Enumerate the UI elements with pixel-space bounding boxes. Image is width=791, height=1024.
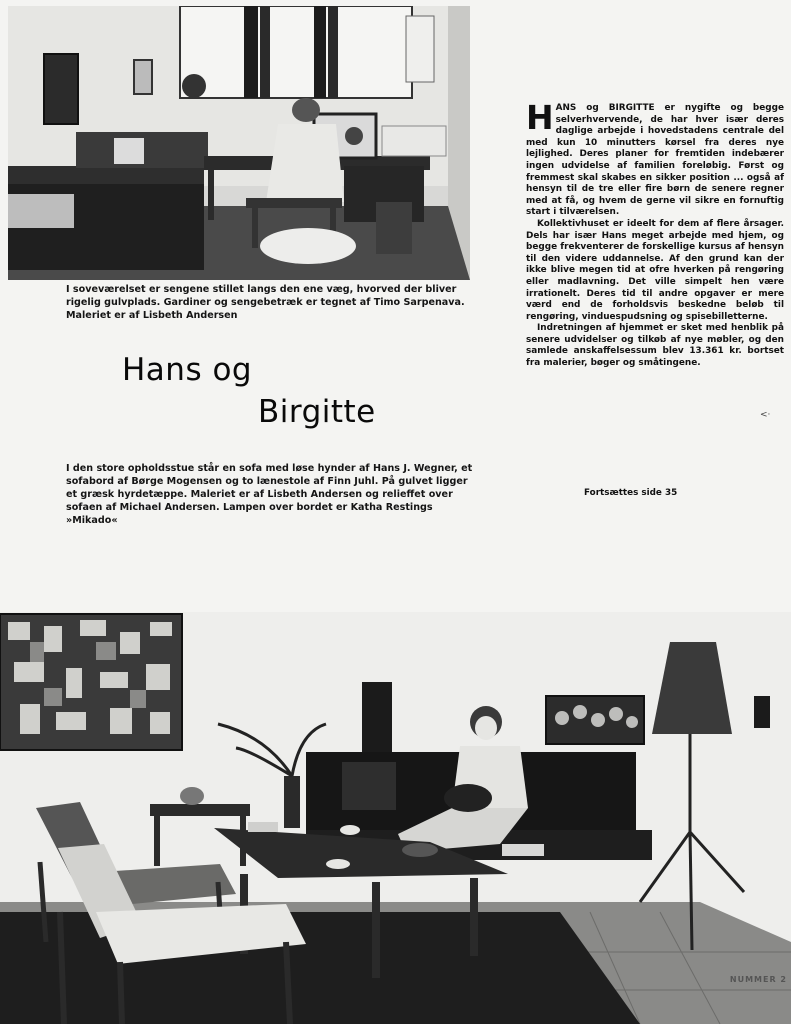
lead-caps: ANS og BIRGITTE xyxy=(555,103,655,113)
page-number: NUMMER 2 xyxy=(729,975,787,984)
bedroom-caption: I soveværelset er sengene stillet langs den ene væg, hvorved der bliver rigelig gulvplads. Gardiner og sengebetræk er tegnet af Timo Sarpenava. Maleriet er af Lisbeth Andersen xyxy=(66,284,465,321)
article-body xyxy=(526,98,784,370)
bedroom-photo xyxy=(8,6,470,280)
bedroom-photo-illustration xyxy=(8,6,470,280)
headline-line-2: Birgitte xyxy=(258,394,376,430)
paragraph-1-text: er nygifte og begge selverhvervende, de har hver især deres daglige arbejde i hovedstadens centrale del med kun 10 minutters kørsel fra deres nye lejlighed. Deres planer for fremtiden indebærer ingen udvidelse af familien foreløbig. Først og fremmest skal skabes en sikker position ... også af hensyn til de tre eller fire børn de senere regner med at få, og hvem de gerne vil sikre en fornuftig start i tilværelsen. xyxy=(526,103,784,218)
side-mark: <· xyxy=(760,410,771,420)
living-room-photo-illustration xyxy=(0,612,791,1024)
drop-cap: H xyxy=(526,98,554,137)
living-room-caption: I den store opholdsstue står en sofa med løse hynder af Hans J. Wegner, et sofabord af Børge Mogensen og to lænestole af Finn Juhl. På gulvet ligger et græsk hyrdetæppe. Maleriet er af Lisbeth Andersen og relieffet over sofaen af Michael Andersen. Lampen over bordet er Katha Restings »Mikado« xyxy=(66,463,473,526)
headline-line-1: Hans og xyxy=(122,352,253,388)
article-paragraph-3: Indretningen af hjemmet er sket med henblik på senere udvidelser og tilkøb af nye møbler, og den samlede anskaffelsessum blev 13.361 kr. bortset fra malerier, bøger og småtingene. xyxy=(526,323,784,369)
continued-note: Fortsættes side 35 xyxy=(584,488,678,498)
article-paragraph-1 xyxy=(526,98,784,219)
article-paragraph-2: Kollektivhuset er ideelt for dem af flere årsager. Dels har især Hans meget arbejde med hjem, og begge frekventerer de forskellige kursus af hensyn til den videre uddannelse. Af den grund kan der ikke blive megen tid at ofre hverken på rengøring eller madlavning. Det ville simpelt hen være irrationelt. Deres tid til andre opgaver er mere værd end de forholdsvis beskedne beløb til rengøring, vinduespudsning og spisebilletterne. xyxy=(526,218,784,322)
living-room-photo xyxy=(0,612,791,1024)
